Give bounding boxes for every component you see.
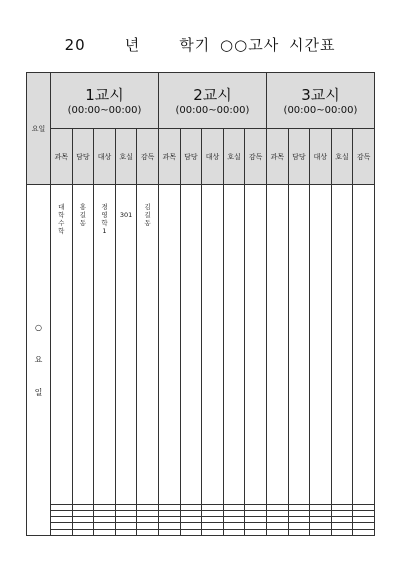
subheader-cell: 담당 <box>180 129 202 185</box>
subheader-cell: 과목 <box>51 129 73 185</box>
subheader-cell: 대상 <box>202 129 224 185</box>
empty-cell[interactable] <box>353 529 375 535</box>
period-3-time: (00:00~00:00) <box>283 104 358 116</box>
period-1-header <box>51 73 159 129</box>
subheader-row <box>27 129 375 185</box>
empty-cell[interactable] <box>180 529 202 535</box>
empty-cell[interactable] <box>51 529 73 535</box>
empty-cell[interactable] <box>202 529 224 535</box>
period-2-name: 2교시 <box>193 85 232 104</box>
subheader-cell: 과목 <box>158 129 180 185</box>
empty-cell[interactable] <box>137 529 159 535</box>
page-title: 20 년 학기 ○○고사 시간표 <box>64 36 336 54</box>
empty-cell[interactable] <box>266 529 288 535</box>
day-char: 일 <box>34 387 43 397</box>
empty-cell[interactable] <box>331 185 353 505</box>
teacher-cell <box>72 185 94 505</box>
proctor-cell <box>137 185 159 505</box>
empty-cell[interactable] <box>223 185 245 505</box>
period-3-name: 3교시 <box>301 85 340 104</box>
table-row <box>27 185 375 505</box>
target-cell <box>94 185 116 505</box>
subheader-cell: 감독 <box>137 129 159 185</box>
empty-cell[interactable] <box>180 185 202 505</box>
empty-cell[interactable] <box>310 529 332 535</box>
subheader-cell: 담당 <box>288 129 310 185</box>
subject-text: 대학 수학 <box>58 203 65 235</box>
empty-cell[interactable] <box>331 529 353 535</box>
empty-cell[interactable] <box>288 529 310 535</box>
empty-cell[interactable] <box>158 185 180 505</box>
day-char: 요 <box>34 354 43 364</box>
subheader-cell: 감독 <box>245 129 267 185</box>
period-2-time: (00:00~00:00) <box>175 104 250 116</box>
subheader-cell: 감독 <box>353 129 375 185</box>
timetable <box>26 72 375 536</box>
empty-cell[interactable] <box>115 529 137 535</box>
period-3-header <box>266 73 374 129</box>
subheader-cell: 호실 <box>331 129 353 185</box>
subheader-cell: 호실 <box>115 129 137 185</box>
day-cell <box>27 185 51 536</box>
empty-cell[interactable] <box>158 529 180 535</box>
subheader-cell: 담당 <box>72 129 94 185</box>
empty-cell[interactable] <box>245 185 267 505</box>
empty-cell[interactable] <box>266 185 288 505</box>
day-column-header: 요일 <box>27 73 51 185</box>
empty-cell[interactable] <box>310 185 332 505</box>
empty-cell[interactable] <box>353 185 375 505</box>
table-row <box>27 529 375 535</box>
period-header-row <box>27 73 375 129</box>
period-2-header <box>158 73 266 129</box>
room-cell: 301 <box>115 185 137 505</box>
period-1-time: (00:00~00:00) <box>67 104 142 116</box>
empty-cell[interactable] <box>94 529 116 535</box>
empty-cell[interactable] <box>288 185 310 505</box>
empty-cell[interactable] <box>245 529 267 535</box>
teacher-text: 홍 길 동 <box>79 203 87 227</box>
subheader-cell: 과목 <box>266 129 288 185</box>
day-char: ○ <box>35 322 42 332</box>
subheader-cell: 호실 <box>223 129 245 185</box>
empty-cell[interactable] <box>72 529 94 535</box>
target-text: 경영 학 1 <box>101 203 108 235</box>
subheader-cell: 대상 <box>94 129 116 185</box>
subject-cell <box>51 185 73 505</box>
period-1-name: 1교시 <box>85 85 124 104</box>
empty-cell[interactable] <box>202 185 224 505</box>
empty-cell[interactable] <box>223 529 245 535</box>
proctor-text: 김 길 동 <box>144 203 151 227</box>
subheader-cell: 대상 <box>310 129 332 185</box>
